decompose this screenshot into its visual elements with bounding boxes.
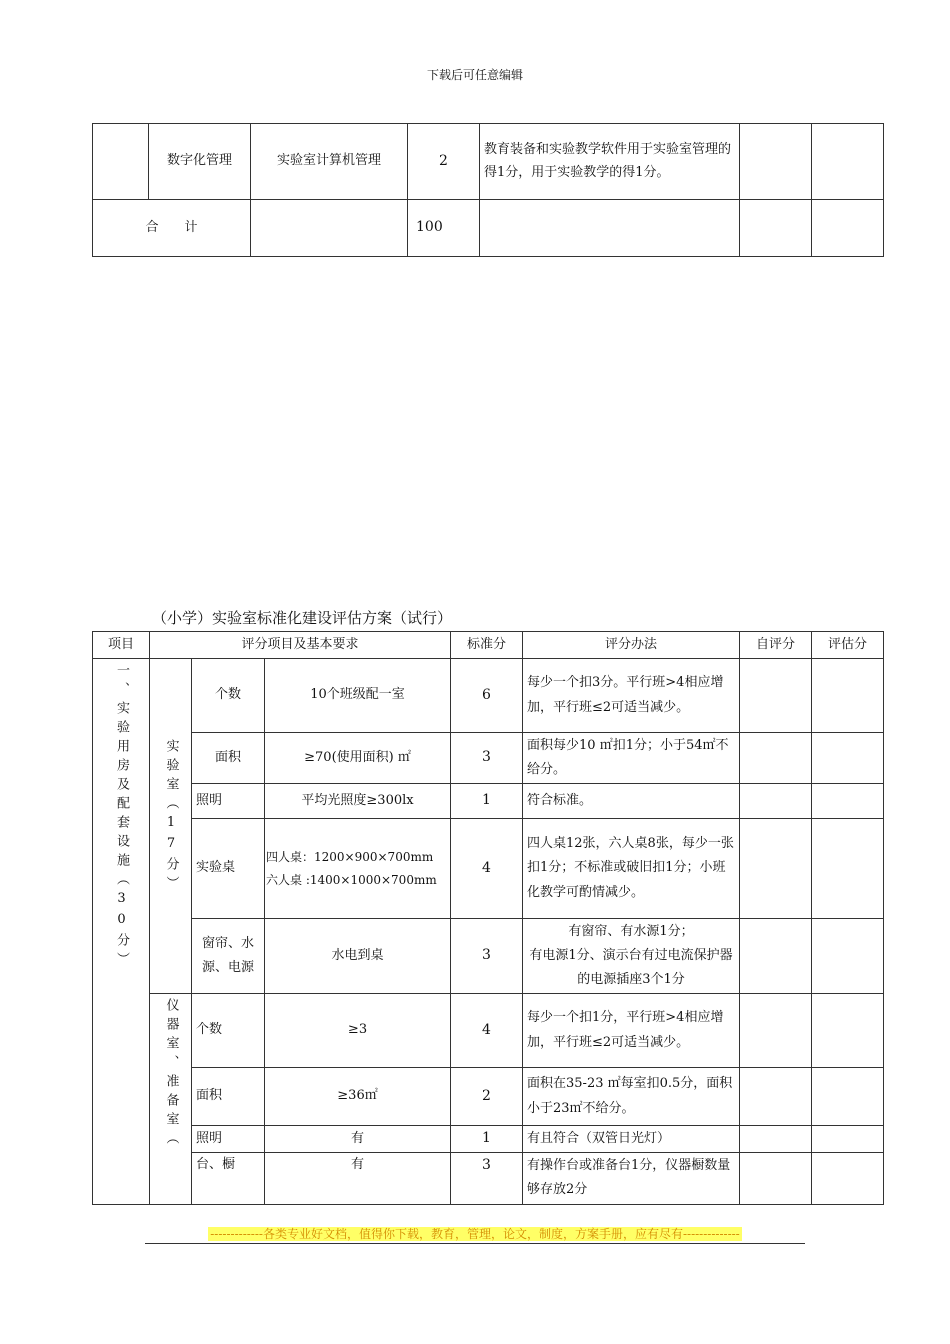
header-row	[93, 632, 884, 659]
assess-score-cell	[812, 659, 884, 733]
assess-score-cell	[812, 1152, 884, 1204]
method-cell: 符合标准。	[523, 784, 740, 819]
score-cell: 1	[451, 1126, 523, 1153]
self-score-cell	[740, 124, 812, 200]
table-row	[93, 919, 884, 994]
requirement-cell: 有	[265, 1152, 451, 1204]
instrument-group-label: 仪器室、准备室︵	[163, 998, 179, 1150]
item-cell: 实验桌	[192, 819, 265, 919]
score-cell: 2	[408, 124, 480, 200]
continuation-table	[92, 123, 884, 257]
table-row	[93, 124, 884, 200]
method-cell	[523, 919, 740, 994]
score-cell: 4	[451, 994, 523, 1068]
assess-score-cell	[812, 919, 884, 994]
method-cell: 每少一个扣3分。平行班>4相应增加，平行班≤2可适当减少。	[523, 659, 740, 733]
item-cell: 窗帘、水源、电源	[192, 919, 265, 994]
table-row	[93, 994, 884, 1068]
requirement-line: 六人桌 :1400×1000×700mm	[266, 872, 437, 887]
item-cell: 台、橱	[192, 1152, 265, 1204]
table-row	[93, 733, 884, 784]
col-header-assess: 评估分	[812, 632, 884, 659]
lab-group-cell	[150, 659, 192, 994]
method-cell: 四人桌12张，六人桌8张，每少一张扣1分；不标准或破旧扣1分；小班化教学可酌情减少。	[523, 819, 740, 919]
method-line: 有电源1分、演示台有过电流保护器的电源插座3个1分	[529, 947, 733, 988]
assess-score-cell	[812, 1126, 884, 1153]
score-cell: 4	[451, 819, 523, 919]
self-score-cell	[740, 1068, 812, 1126]
item-cell: 面积	[192, 733, 265, 784]
requirement-cell: 平均光照度≥300lx	[265, 784, 451, 819]
table-row	[93, 1126, 884, 1153]
total-row	[93, 200, 884, 257]
method-line: 有窗帘、有水源1分；	[568, 923, 694, 939]
table-row	[93, 659, 884, 733]
empty-cell	[740, 200, 812, 257]
requirement-cell: 实验室计算机管理	[251, 124, 408, 200]
project-cell	[93, 124, 149, 200]
assess-score-cell	[812, 994, 884, 1068]
document-title: （小学）实验室标准化建设评估方案（试行）	[152, 609, 453, 627]
table-row	[93, 819, 884, 919]
method-cell: 面积在35-23 ㎡每室扣0.5分，面积小于23㎡不给分。	[523, 1068, 740, 1126]
requirement-cell: ≥36㎡	[265, 1068, 451, 1126]
score-cell: 3	[451, 1152, 523, 1204]
section-label: 一、实验用房及配套设施︵30分︶	[114, 663, 130, 971]
total-label: 合 计	[93, 200, 251, 257]
assess-score-cell	[812, 784, 884, 819]
lab-group-label: 实验室︵17分︶	[163, 739, 179, 895]
requirement-cell	[265, 819, 451, 919]
item-cell: 个数	[192, 994, 265, 1068]
item-cell: 照明	[192, 784, 265, 819]
evaluation-table	[92, 631, 884, 1205]
instrument-group-cell	[150, 994, 192, 1205]
assess-score-cell	[812, 733, 884, 784]
assess-score-cell	[812, 1068, 884, 1126]
empty-cell	[251, 200, 408, 257]
table-row	[93, 1068, 884, 1126]
requirement-cell: 有	[265, 1126, 451, 1153]
self-score-cell	[740, 659, 812, 733]
requirement-line: 四人桌：1200×900×700mm	[266, 850, 434, 865]
empty-cell	[480, 200, 740, 257]
method-cell: 面积每少10 ㎡扣1分；小于54㎡不给分。	[523, 733, 740, 784]
table-row	[93, 784, 884, 819]
method-cell: 有且符合（双管日光灯）	[523, 1126, 740, 1153]
method-cell: 有操作台或准备台1分，仪器橱数量够存放2分	[523, 1152, 740, 1204]
self-score-cell	[740, 1152, 812, 1204]
score-cell: 6	[451, 659, 523, 733]
method-cell: 每少一个扣1分，平行班>4相应增加，平行班≤2可适当减少。	[523, 994, 740, 1068]
requirement-cell: ≥3	[265, 994, 451, 1068]
section-label-cell	[93, 659, 150, 1205]
item-cell: 照明	[192, 1126, 265, 1153]
method-cell: 教育装备和实验教学软件用于实验室管理的得1分，用于实验教学的得1分。	[480, 124, 740, 200]
item-cell: 个数	[192, 659, 265, 733]
requirement-cell: ≥70(使用面积) ㎡	[265, 733, 451, 784]
footer-banner	[0, 1225, 950, 1242]
empty-cell	[812, 200, 884, 257]
score-cell: 3	[451, 733, 523, 784]
requirement-cell: 10个班级配一室	[265, 659, 451, 733]
self-score-cell	[740, 819, 812, 919]
col-header-self: 自评分	[740, 632, 812, 659]
col-header-items: 评分项目及基本要求	[150, 632, 451, 659]
footer-banner-text: -------------各类专业好文档，值得你下载，教育，管理，论文，制度，方案手册，应有尽有--------------	[210, 1227, 740, 1241]
self-score-cell	[740, 1126, 812, 1153]
self-score-cell	[740, 919, 812, 994]
footer-divider	[145, 1243, 805, 1244]
item-cell: 面积	[192, 1068, 265, 1126]
assess-score-cell	[812, 819, 884, 919]
total-score: 100	[408, 200, 480, 257]
score-cell: 1	[451, 784, 523, 819]
item-cell: 数字化管理	[149, 124, 251, 200]
self-score-cell	[740, 994, 812, 1068]
assess-score-cell	[812, 124, 884, 200]
col-header-standard: 标准分	[451, 632, 523, 659]
col-header-project: 项目	[93, 632, 150, 659]
self-score-cell	[740, 784, 812, 819]
score-cell: 2	[451, 1068, 523, 1126]
page-header-note: 下载后可任意编辑	[426, 68, 523, 82]
requirement-cell: 水电到桌	[265, 919, 451, 994]
table-row	[93, 1152, 884, 1204]
score-cell: 3	[451, 919, 523, 994]
self-score-cell	[740, 733, 812, 784]
col-header-method: 评分办法	[523, 632, 740, 659]
